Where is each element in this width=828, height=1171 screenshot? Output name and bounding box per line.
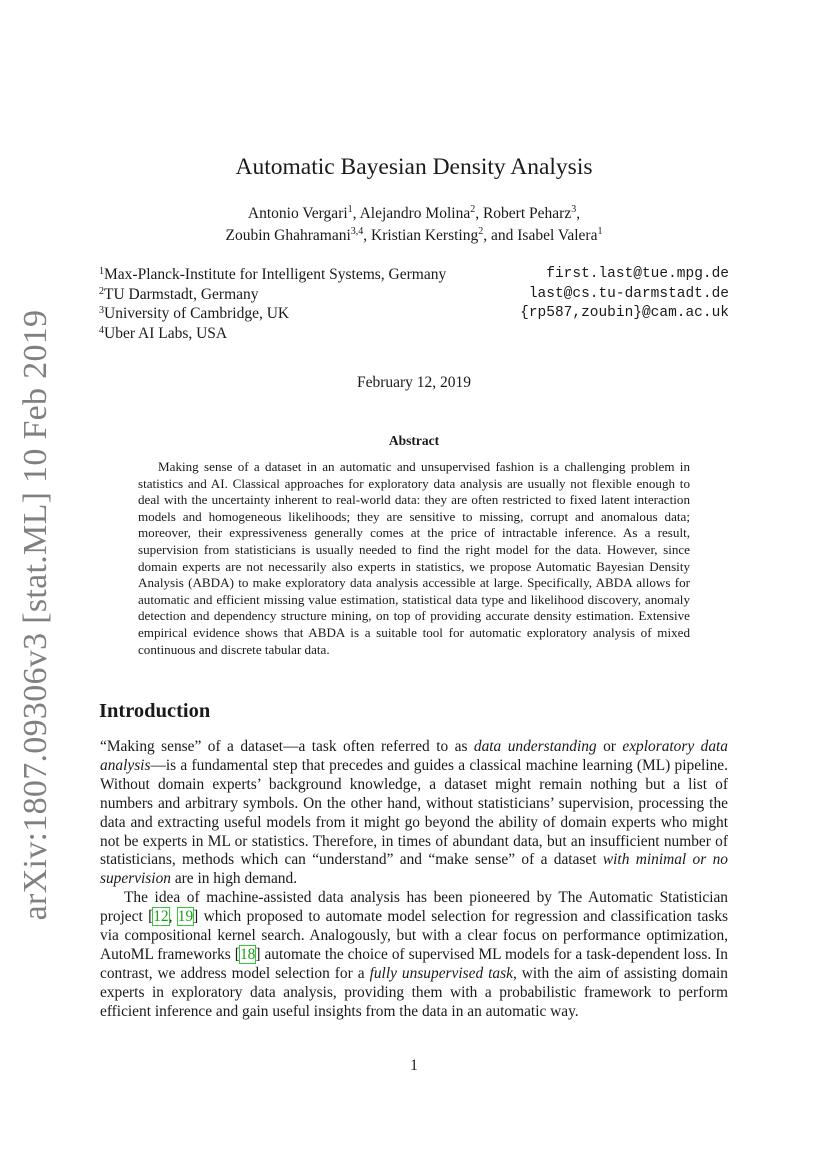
affiliation-block [99, 265, 729, 343]
text-run: The idea of machine-assisted data analysis has been pioneered by The Automatic Statistician project [ [100, 889, 728, 926]
affiliation-row [99, 324, 729, 344]
emphasis: fully unsupervised task [369, 964, 513, 982]
paragraph [100, 889, 728, 1021]
text-run: ] which proposed to automate model selection for regression and classification tasks via compositional kernel search. Analogously, but with a clear focus on performance optimization, AutoML frameworks [ [100, 908, 729, 963]
publication-date: February 12, 2019 [356, 374, 472, 391]
author-name: Kristian Kersting [371, 227, 479, 244]
author-name: Zoubin Ghahramani [225, 227, 351, 244]
paragraph [100, 738, 728, 889]
affiliation-text: Max-Planck-Institute for Intelligent Systems, Germany [104, 266, 447, 283]
author-separator: , [576, 205, 581, 222]
author-affiliation-mark: 3,4 [350, 226, 364, 237]
affiliation-name [99, 285, 259, 305]
affiliation-mark: 1 [99, 266, 104, 277]
author-name: Alejandro Molina [359, 205, 471, 222]
author-separator: , [363, 227, 372, 244]
abstract-heading: Abstract [388, 433, 440, 448]
affiliation-mark: 2 [99, 285, 104, 297]
affiliation-text: University of Cambridge, UK [104, 305, 290, 322]
affiliation-email: last@cs.tu-darmstadt.de [528, 285, 729, 302]
emphasis: with minimal or no supervision [100, 851, 728, 888]
affiliation-name [99, 265, 446, 285]
author-line-1 [0, 203, 828, 225]
affiliation-row [99, 285, 729, 305]
author-separator: , and [483, 227, 518, 244]
introduction-body [100, 738, 728, 1022]
text-run: , [168, 908, 178, 926]
author-list [0, 203, 828, 247]
affiliation-row [99, 304, 729, 324]
text-run: ] automate the choice of supervised ML models for a task-dependent loss. In contrast, we address model selection for a [100, 945, 729, 982]
author-affiliation-mark: 1 [597, 226, 603, 237]
paper-title: Automatic Bayesian Density Analysis [235, 154, 593, 180]
affiliation-email: {rp587,zoubin}@cam.ac.uk [520, 305, 729, 321]
emphasis: data understanding [473, 738, 597, 755]
arxiv-stamp: arXiv:1807.09306v3 [stat.ML] 10 Feb 2019 [17, 309, 54, 921]
author-separator: , [352, 205, 360, 222]
affiliation-email: first.last@tue.mpg.de [546, 266, 729, 282]
text-run: “Making sense” of a dataset—a task often referred to as [100, 738, 474, 755]
text-run: are in high demand. [170, 870, 298, 888]
affiliation-mark: 4 [99, 324, 104, 336]
affiliation-text: TU Darmstadt, Germany [104, 285, 259, 303]
citation-link[interactable]: 12 [153, 908, 169, 926]
text-run: —is a fundamental step that precedes and guides a classical machine learning (ML) pipeline. Without domain experts’ background knowledge, a dataset might remain nothing but a list of numbers and arbitrary symbols. On the other hand, without statisticians’ supervision, processing the data and extracting useful models from it might go beyond the ability of domain experts who might not be experts in ML or statistics. Therefore, in times of abundant data, but an insufficient number of statisticians, methods which can “understand” and “make sense” of a dataset [100, 756, 728, 869]
affiliation-mark: 3 [99, 305, 104, 316]
author-name: Isabel Valera [517, 227, 598, 244]
affiliation-name [99, 324, 227, 344]
section-heading-introduction: Introduction [99, 700, 211, 722]
author-affiliation-mark: 3 [571, 204, 577, 215]
author-affiliation-mark: 2 [470, 204, 476, 215]
abstract-text: Making sense of a dataset in an automatic and unsupervised fashion is a challenging problem in statistics and AI. Classical approaches for exploratory data analysis are usually not flexible enough to deal with the uncertainty inherent to real-world data: they are often restricted to fixed latent interaction models and homogeneous likelihoods; they are sensitive to missing, corrupt and anomalous data; moreover, their expressiveness generally comes at the price of intractable inference. As a result, supervision from statisticians is usually needed to find the right model for the data. However, since domain experts are not necessarily also experts in statistics, we propose Automatic Bayesian Density Analysis (ABDA) to make exploratory data analysis accessible at large. Specifically, ABDA allows for automatic and efficient missing value estimation, statistical data type and likelihood discovery, anomaly detection and dependency structure mining, on top of providing accurate density estimation. Extensive empirical evidence shows that ABDA is a suitable tool for automatic exploratory analysis of mixed continuous and discrete tabular data. [138, 459, 690, 657]
author-affiliation-mark: 1 [347, 204, 353, 215]
author-separator: , [475, 205, 483, 222]
affiliation-text: Uber AI Labs, USA [104, 324, 228, 342]
author-name: Antonio Vergari [247, 205, 348, 222]
citation-link[interactable]: 19 [177, 908, 194, 926]
page-number: 1 [410, 1057, 418, 1074]
affiliation-name [99, 304, 289, 324]
citation-link[interactable]: 18 [239, 945, 256, 963]
text-run: , with the aim of assisting domain experts in exploratory data analysis, providing them with a probabilistic framework to perform efficient inference and gain useful insights from the data in an automatic way. [100, 964, 728, 1020]
author-line-2 [0, 225, 828, 247]
emphasis: exploratory data analysis [100, 738, 728, 774]
author-affiliation-mark: 2 [478, 226, 484, 237]
author-name: Robert Peharz [482, 205, 572, 222]
text-run: or [596, 738, 623, 755]
affiliation-row [99, 265, 729, 285]
